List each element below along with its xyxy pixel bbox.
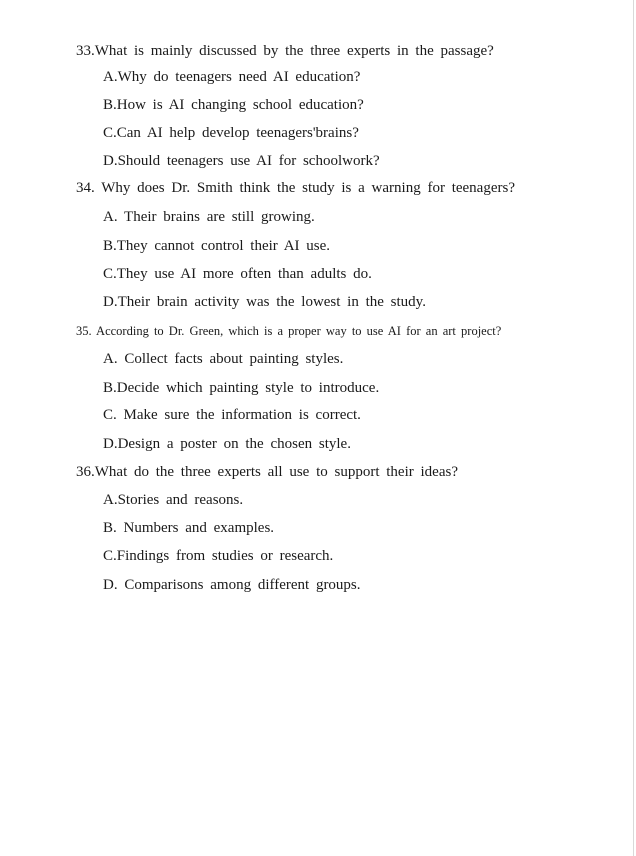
question-33-option-a: A.Why do teenagers need AI education? <box>103 69 361 85</box>
question-35-option-d: D.Design a poster on the chosen style. <box>103 436 351 452</box>
question-33-stem: 33.What is mainly discussed by the three experts in the passage? <box>76 43 494 59</box>
question-35-option-a: A. Collect facts about painting styles. <box>103 351 344 367</box>
question-35-option-b: B.Decide which painting style to introduce. <box>103 380 380 396</box>
question-36-option-c: C.Findings from studies or research. <box>103 548 334 564</box>
question-36-option-b: B. Numbers and examples. <box>103 520 275 536</box>
question-34-option-c: C.They use AI more often than adults do. <box>103 266 372 282</box>
question-34-option-d: D.Their brain activity was the lowest in the study. <box>103 294 426 310</box>
question-33-option-d: D.Should teenagers use AI for schoolwork? <box>103 153 380 169</box>
question-36-option-d: D. Comparisons among different groups. <box>103 577 361 593</box>
question-33-option-c: C.Can AI help develop teenagers'brains? <box>103 125 359 141</box>
question-35-option-c: C. Make sure the information is correct. <box>103 407 361 423</box>
question-33-option-b: B.How is AI changing school education? <box>103 97 364 113</box>
question-34-stem: 34. Why does Dr. Smith think the study is a warning for teenagers? <box>76 180 515 196</box>
question-34-option-a: A. Their brains are still growing. <box>103 209 315 225</box>
question-34-option-b: B.They cannot control their AI use. <box>103 238 331 254</box>
question-36-option-a: A.Stories and reasons. <box>103 492 244 508</box>
question-36-stem: 36.What do the three experts all use to support their ideas? <box>76 464 458 480</box>
question-35-stem: 35. According to Dr. Green, which is a proper way to use AI for an art project? <box>76 324 502 338</box>
